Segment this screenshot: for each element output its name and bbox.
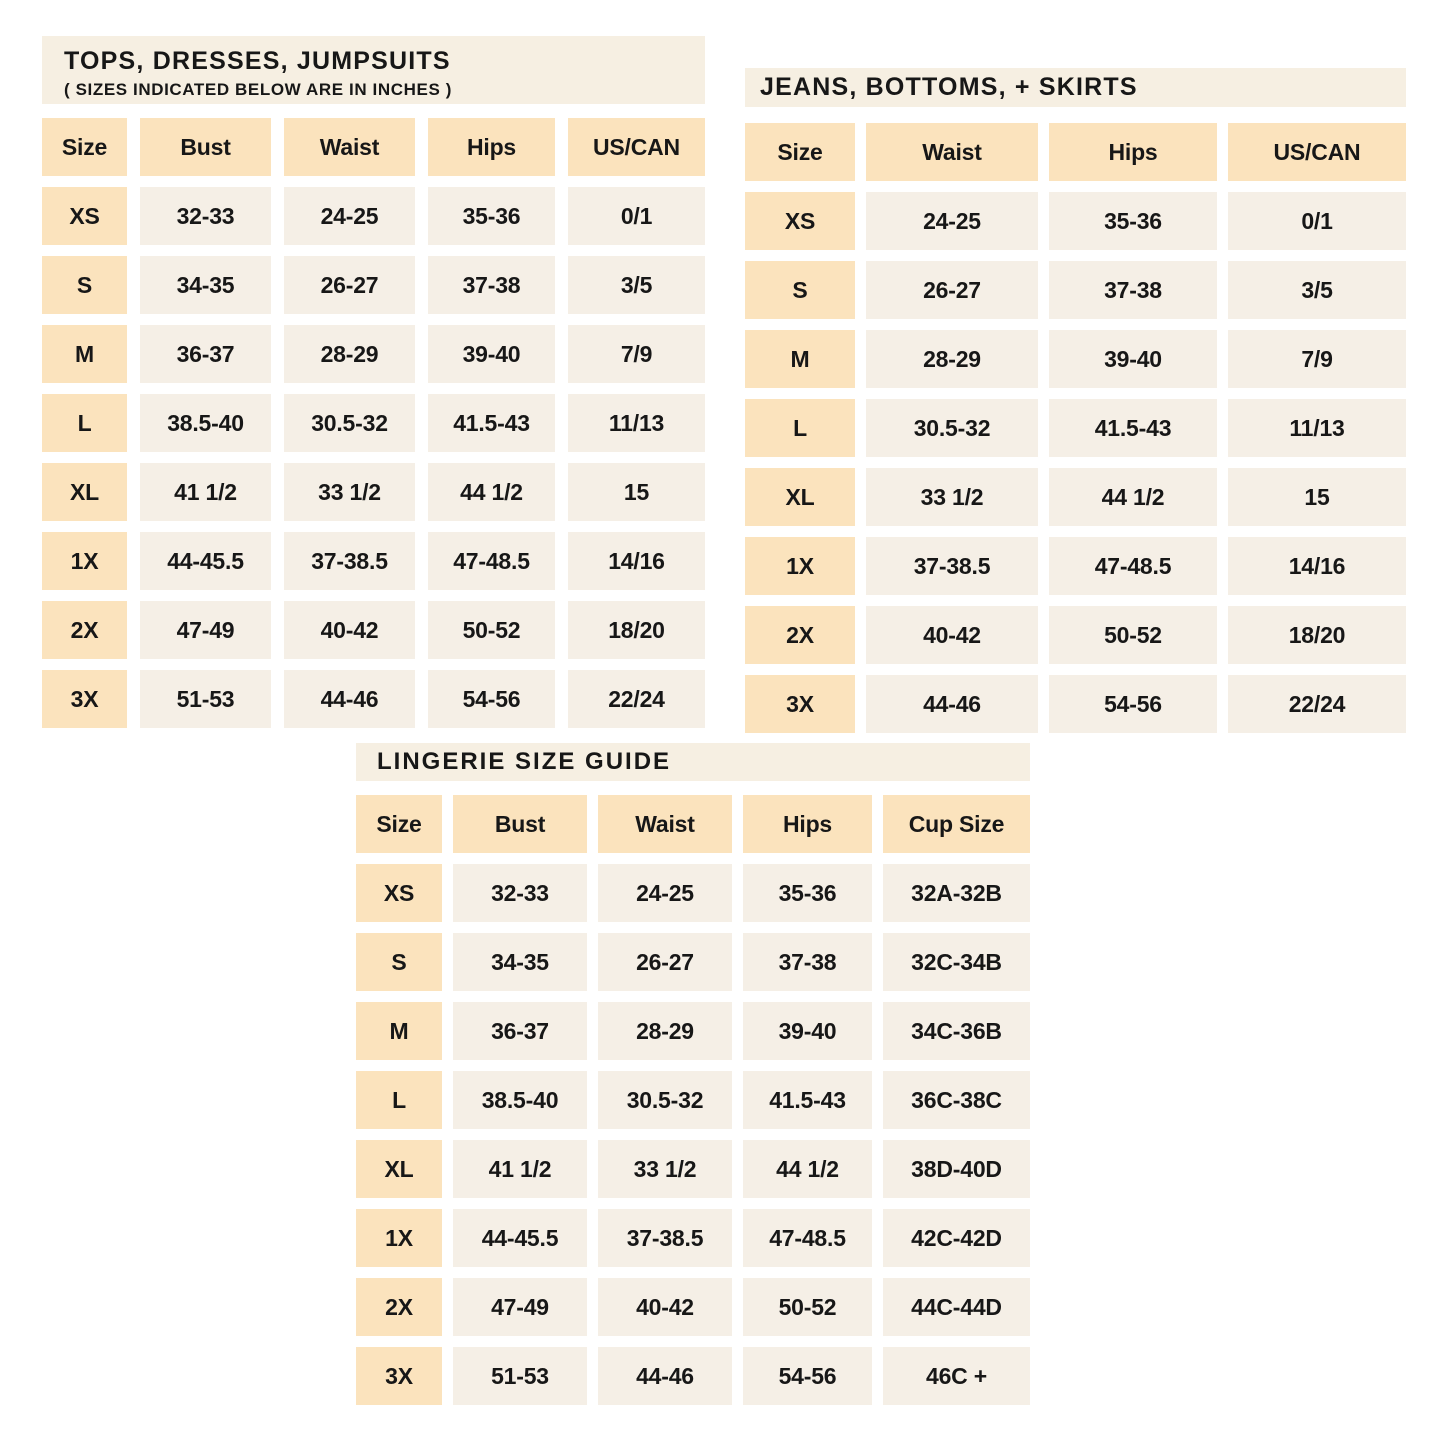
row-size-cell: L [356,1071,442,1129]
data-cell: 3/5 [1228,261,1406,319]
data-cell: 44 1/2 [428,463,555,521]
data-cell: 35-36 [428,187,555,245]
data-cell: 50-52 [1049,606,1217,664]
data-cell: 41.5-43 [428,394,555,452]
data-cell: 30.5-32 [284,394,415,452]
row-size-cell: 1X [42,532,127,590]
data-cell: 0/1 [1228,192,1406,250]
column-header-cell: Waist [284,118,415,176]
data-cell: 3/5 [568,256,705,314]
data-cell: 50-52 [428,601,555,659]
data-cell: 15 [568,463,705,521]
data-cell: 34-35 [453,933,587,991]
row-size-cell: M [356,1002,442,1060]
data-cell: 18/20 [1228,606,1406,664]
row-size-cell: XS [745,192,855,250]
data-cell: 37-38.5 [284,532,415,590]
data-cell: 40-42 [284,601,415,659]
data-cell: 7/9 [1228,330,1406,388]
data-cell: 33 1/2 [284,463,415,521]
data-cell: 44 1/2 [1049,468,1217,526]
jeans-bottoms-skirts-table [745,68,1406,733]
data-cell: 28-29 [866,330,1038,388]
data-cell: 47-48.5 [1049,537,1217,595]
data-cell: 30.5-32 [598,1071,732,1129]
table-title: LINGERIE SIZE GUIDE [377,748,672,775]
column-header-cell: Size [356,795,442,853]
data-cell: 44C-44D [883,1278,1030,1336]
column-header-cell: Hips [743,795,872,853]
data-cell: 44-46 [866,675,1038,733]
data-cell: 50-52 [743,1278,872,1336]
data-cell: 33 1/2 [866,468,1038,526]
data-cell: 26-27 [284,256,415,314]
data-cell: 41 1/2 [140,463,271,521]
data-cell: 40-42 [598,1278,732,1336]
data-cell: 40-42 [866,606,1038,664]
row-size-cell: 3X [745,675,855,733]
data-cell: 30.5-32 [866,399,1038,457]
data-cell: 39-40 [1049,330,1217,388]
data-cell: 11/13 [568,394,705,452]
row-size-cell: XL [745,468,855,526]
data-cell: 34C-36B [883,1002,1030,1060]
data-cell: 11/13 [1228,399,1406,457]
data-cell: 24-25 [598,864,732,922]
data-cell: 39-40 [743,1002,872,1060]
jeans-table-banner [745,68,1406,107]
lingerie-table-grid [356,795,1030,1405]
data-cell: 26-27 [598,933,732,991]
data-cell: 36-37 [453,1002,587,1060]
data-cell: 32-33 [453,864,587,922]
data-cell: 34-35 [140,256,271,314]
data-cell: 42C-42D [883,1209,1030,1267]
data-cell: 37-38 [743,933,872,991]
data-cell: 51-53 [140,670,271,728]
data-cell: 15 [1228,468,1406,526]
row-size-cell: XS [356,864,442,922]
row-size-cell: M [745,330,855,388]
row-size-cell: XL [42,463,127,521]
data-cell: 54-56 [428,670,555,728]
column-header-cell: Hips [1049,123,1217,181]
data-cell: 33 1/2 [598,1140,732,1198]
data-cell: 37-38 [428,256,555,314]
data-cell: 28-29 [284,325,415,383]
data-cell: 47-48.5 [428,532,555,590]
tops-table-grid [42,118,705,728]
data-cell: 47-48.5 [743,1209,872,1267]
data-cell: 47-49 [140,601,271,659]
column-header-cell: Size [745,123,855,181]
row-size-cell: 3X [42,670,127,728]
data-cell: 32-33 [140,187,271,245]
data-cell: 51-53 [453,1347,587,1405]
data-cell: 28-29 [598,1002,732,1060]
data-cell: 0/1 [568,187,705,245]
data-cell: 22/24 [1228,675,1406,733]
row-size-cell: M [42,325,127,383]
column-header-cell: US/CAN [568,118,705,176]
data-cell: 54-56 [1049,675,1217,733]
data-cell: 44-45.5 [453,1209,587,1267]
data-cell: 54-56 [743,1347,872,1405]
row-size-cell: 2X [745,606,855,664]
data-cell: 38D-40D [883,1140,1030,1198]
data-cell: 38.5-40 [140,394,271,452]
row-size-cell: 1X [745,537,855,595]
data-cell: 14/16 [568,532,705,590]
column-header-cell: US/CAN [1228,123,1406,181]
data-cell: 35-36 [1049,192,1217,250]
data-cell: 37-38.5 [866,537,1038,595]
data-cell: 44 1/2 [743,1140,872,1198]
column-header-cell: Cup Size [883,795,1030,853]
row-size-cell: L [42,394,127,452]
row-size-cell: S [42,256,127,314]
row-size-cell: 2X [356,1278,442,1336]
data-cell: 46C + [883,1347,1030,1405]
data-cell: 44-46 [598,1347,732,1405]
row-size-cell: 1X [356,1209,442,1267]
column-header-cell: Bust [140,118,271,176]
jeans-table-grid [745,123,1406,733]
data-cell: 14/16 [1228,537,1406,595]
data-cell: 24-25 [866,192,1038,250]
table-subtitle: ( SIZES INDICATED BELOW ARE IN INCHES ) [64,80,452,99]
tops-dresses-jumpsuits-table [42,36,705,728]
column-header-cell: Bust [453,795,587,853]
row-size-cell: 3X [356,1347,442,1405]
row-size-cell: XL [356,1140,442,1198]
column-header-cell: Hips [428,118,555,176]
data-cell: 32A-32B [883,864,1030,922]
table-title: TOPS, DRESSES, JUMPSUITS [64,47,451,75]
data-cell: 38.5-40 [453,1071,587,1129]
column-header-cell: Size [42,118,127,176]
row-size-cell: XS [42,187,127,245]
row-size-cell: L [745,399,855,457]
row-size-cell: 2X [42,601,127,659]
data-cell: 32C-34B [883,933,1030,991]
data-cell: 44-45.5 [140,532,271,590]
data-cell: 37-38.5 [598,1209,732,1267]
table-title: JEANS, BOTTOMS, + SKIRTS [760,73,1138,101]
data-cell: 35-36 [743,864,872,922]
data-cell: 44-46 [284,670,415,728]
data-cell: 39-40 [428,325,555,383]
data-cell: 41.5-43 [743,1071,872,1129]
data-cell: 7/9 [568,325,705,383]
data-cell: 24-25 [284,187,415,245]
lingerie-table-banner [356,743,1030,781]
row-size-cell: S [745,261,855,319]
data-cell: 41.5-43 [1049,399,1217,457]
data-cell: 26-27 [866,261,1038,319]
column-header-cell: Waist [866,123,1038,181]
tops-table-banner [42,36,705,104]
data-cell: 22/24 [568,670,705,728]
data-cell: 37-38 [1049,261,1217,319]
data-cell: 47-49 [453,1278,587,1336]
data-cell: 36C-38C [883,1071,1030,1129]
row-size-cell: S [356,933,442,991]
data-cell: 41 1/2 [453,1140,587,1198]
data-cell: 36-37 [140,325,271,383]
lingerie-size-guide-table [356,743,1030,1405]
data-cell: 18/20 [568,601,705,659]
column-header-cell: Waist [598,795,732,853]
